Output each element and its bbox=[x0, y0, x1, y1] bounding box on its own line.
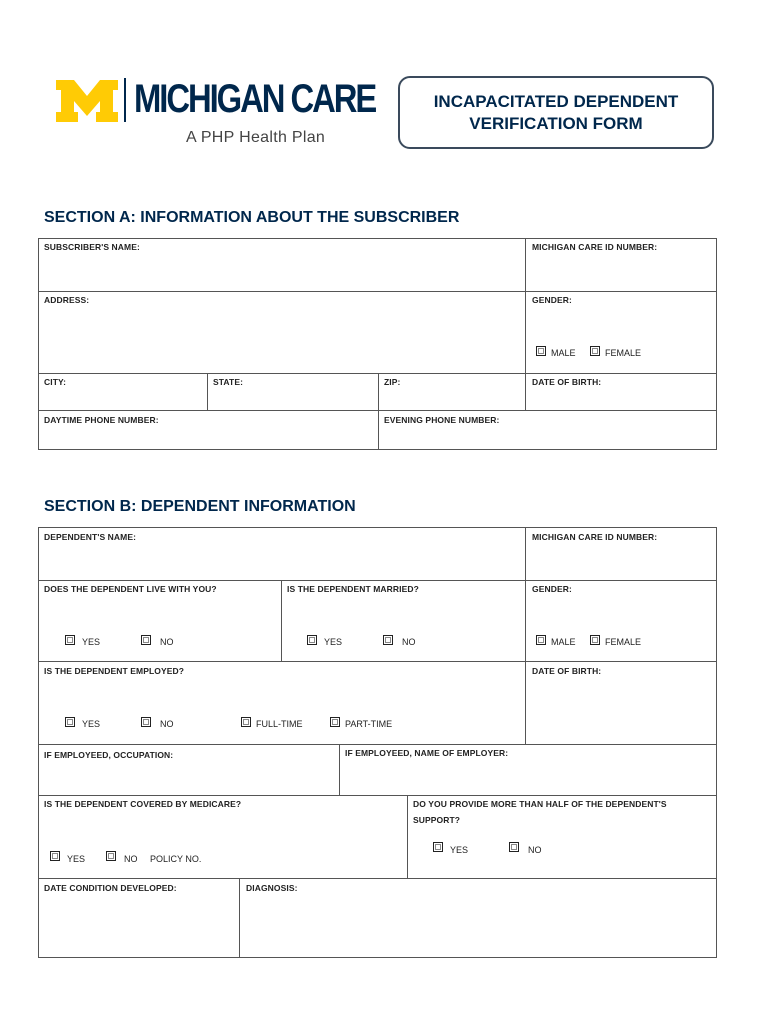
live-with-no-checkbox[interactable] bbox=[141, 635, 151, 645]
medicare-no-label: NO bbox=[124, 854, 138, 864]
divider bbox=[378, 373, 379, 450]
medicare-yes-label: YES bbox=[67, 854, 86, 864]
divider bbox=[38, 661, 717, 662]
support-yes-checkbox[interactable] bbox=[433, 842, 443, 852]
employed-label: IS THE DEPENDENT EMPLOYED? bbox=[44, 666, 185, 676]
dependent-dob-field[interactable]: DATE OF BIRTH: bbox=[532, 666, 602, 676]
logo-wordmark: MICHIGAN CARE bbox=[134, 77, 376, 121]
medicare-label: IS THE DEPENDENT COVERED BY MEDICARE? bbox=[44, 799, 242, 809]
support-no-label: NO bbox=[528, 845, 542, 855]
dependent-male-checkbox[interactable] bbox=[536, 635, 546, 645]
form-title-line1: INCAPACITATED DEPENDENT bbox=[433, 91, 679, 111]
form-title-line2: VERIFICATION FORM bbox=[469, 113, 643, 133]
dependent-female-label: FEMALE bbox=[605, 637, 642, 647]
subscriber-id-field[interactable]: MICHIGAN CARE ID NUMBER: bbox=[532, 242, 658, 252]
subscriber-dob-field[interactable]: DATE OF BIRTH: bbox=[532, 377, 602, 387]
employed-yes-label: YES bbox=[82, 719, 101, 729]
subscriber-gender-label: GENDER: bbox=[532, 295, 572, 305]
section-b-title: SECTION B: DEPENDENT INFORMATION bbox=[44, 498, 356, 515]
divider bbox=[38, 580, 717, 581]
diagnosis-field[interactable]: DIAGNOSIS: bbox=[246, 883, 298, 893]
married-no-checkbox[interactable] bbox=[383, 635, 393, 645]
medicare-no-checkbox[interactable] bbox=[106, 851, 116, 861]
employed-no-checkbox[interactable] bbox=[141, 717, 151, 727]
medicare-yes-checkbox[interactable] bbox=[50, 851, 60, 861]
policy-number-field[interactable]: POLICY NO. bbox=[150, 854, 202, 864]
address-field[interactable]: ADDRESS: bbox=[44, 295, 90, 305]
subscriber-name-field[interactable]: SUBSCRIBER'S NAME: bbox=[44, 242, 140, 252]
divider bbox=[38, 795, 717, 796]
support-label-line1: DO YOU PROVIDE MORE THAN HALF OF THE DEPENDENT'S bbox=[413, 799, 667, 809]
divider bbox=[38, 744, 717, 745]
part-time-checkbox[interactable] bbox=[330, 717, 340, 727]
part-time-label: PART-TIME bbox=[345, 719, 393, 729]
divider bbox=[525, 238, 526, 410]
divider bbox=[339, 744, 340, 795]
zip-field[interactable]: ZIP: bbox=[384, 377, 401, 387]
divider bbox=[281, 580, 282, 661]
divider bbox=[239, 878, 240, 958]
full-time-checkbox[interactable] bbox=[241, 717, 251, 727]
married-label: IS THE DEPENDENT MARRIED? bbox=[287, 584, 419, 594]
divider bbox=[207, 373, 208, 410]
full-time-label: FULL-TIME bbox=[256, 719, 303, 729]
block-m-logo-icon bbox=[56, 80, 118, 127]
logo-tagline: A PHP Health Plan bbox=[186, 129, 326, 146]
dependent-male-label: MALE bbox=[551, 637, 576, 647]
form-title bbox=[398, 76, 714, 149]
occupation-field[interactable]: IF EMPLOYEED, OCCUPATION: bbox=[44, 750, 174, 760]
employer-field[interactable]: IF EMPLOYEED, NAME OF EMPLOYER: bbox=[345, 748, 509, 758]
support-no-checkbox[interactable] bbox=[509, 842, 519, 852]
daytime-phone-field[interactable]: DAYTIME PHONE NUMBER: bbox=[44, 415, 159, 425]
section-a-title: SECTION A: INFORMATION ABOUT THE SUBSCRIBER bbox=[44, 209, 460, 226]
employed-yes-checkbox[interactable] bbox=[65, 717, 75, 727]
married-yes-checkbox[interactable] bbox=[307, 635, 317, 645]
employed-no-label: NO bbox=[160, 719, 174, 729]
live-with-no-label: NO bbox=[160, 637, 174, 647]
city-field[interactable]: CITY: bbox=[44, 377, 67, 387]
dependent-female-checkbox[interactable] bbox=[590, 635, 600, 645]
date-condition-field[interactable]: DATE CONDITION DEVELOPED: bbox=[44, 883, 177, 893]
dependent-id-field[interactable]: MICHIGAN CARE ID NUMBER: bbox=[532, 532, 658, 542]
support-yes-label: YES bbox=[450, 845, 469, 855]
live-with-yes-checkbox[interactable] bbox=[65, 635, 75, 645]
state-field[interactable]: STATE: bbox=[213, 377, 244, 387]
divider bbox=[525, 527, 526, 744]
married-yes-label: YES bbox=[324, 637, 343, 647]
live-with-label: DOES THE DEPENDENT LIVE WITH YOU? bbox=[44, 584, 217, 594]
live-with-yes-label: YES bbox=[82, 637, 101, 647]
subscriber-female-label: FEMALE bbox=[605, 348, 642, 358]
dependent-gender-label: GENDER: bbox=[532, 584, 572, 594]
divider bbox=[38, 291, 717, 292]
support-label-line2: SUPPORT? bbox=[413, 815, 461, 825]
logo-divider bbox=[124, 78, 126, 122]
married-no-label: NO bbox=[402, 637, 416, 647]
divider bbox=[38, 878, 717, 879]
dependent-name-field[interactable]: DEPENDENT'S NAME: bbox=[44, 532, 137, 542]
evening-phone-field[interactable]: EVENING PHONE NUMBER: bbox=[384, 415, 500, 425]
subscriber-female-checkbox[interactable] bbox=[590, 346, 600, 356]
divider bbox=[407, 795, 408, 878]
subscriber-male-checkbox[interactable] bbox=[536, 346, 546, 356]
subscriber-male-label: MALE bbox=[551, 348, 576, 358]
